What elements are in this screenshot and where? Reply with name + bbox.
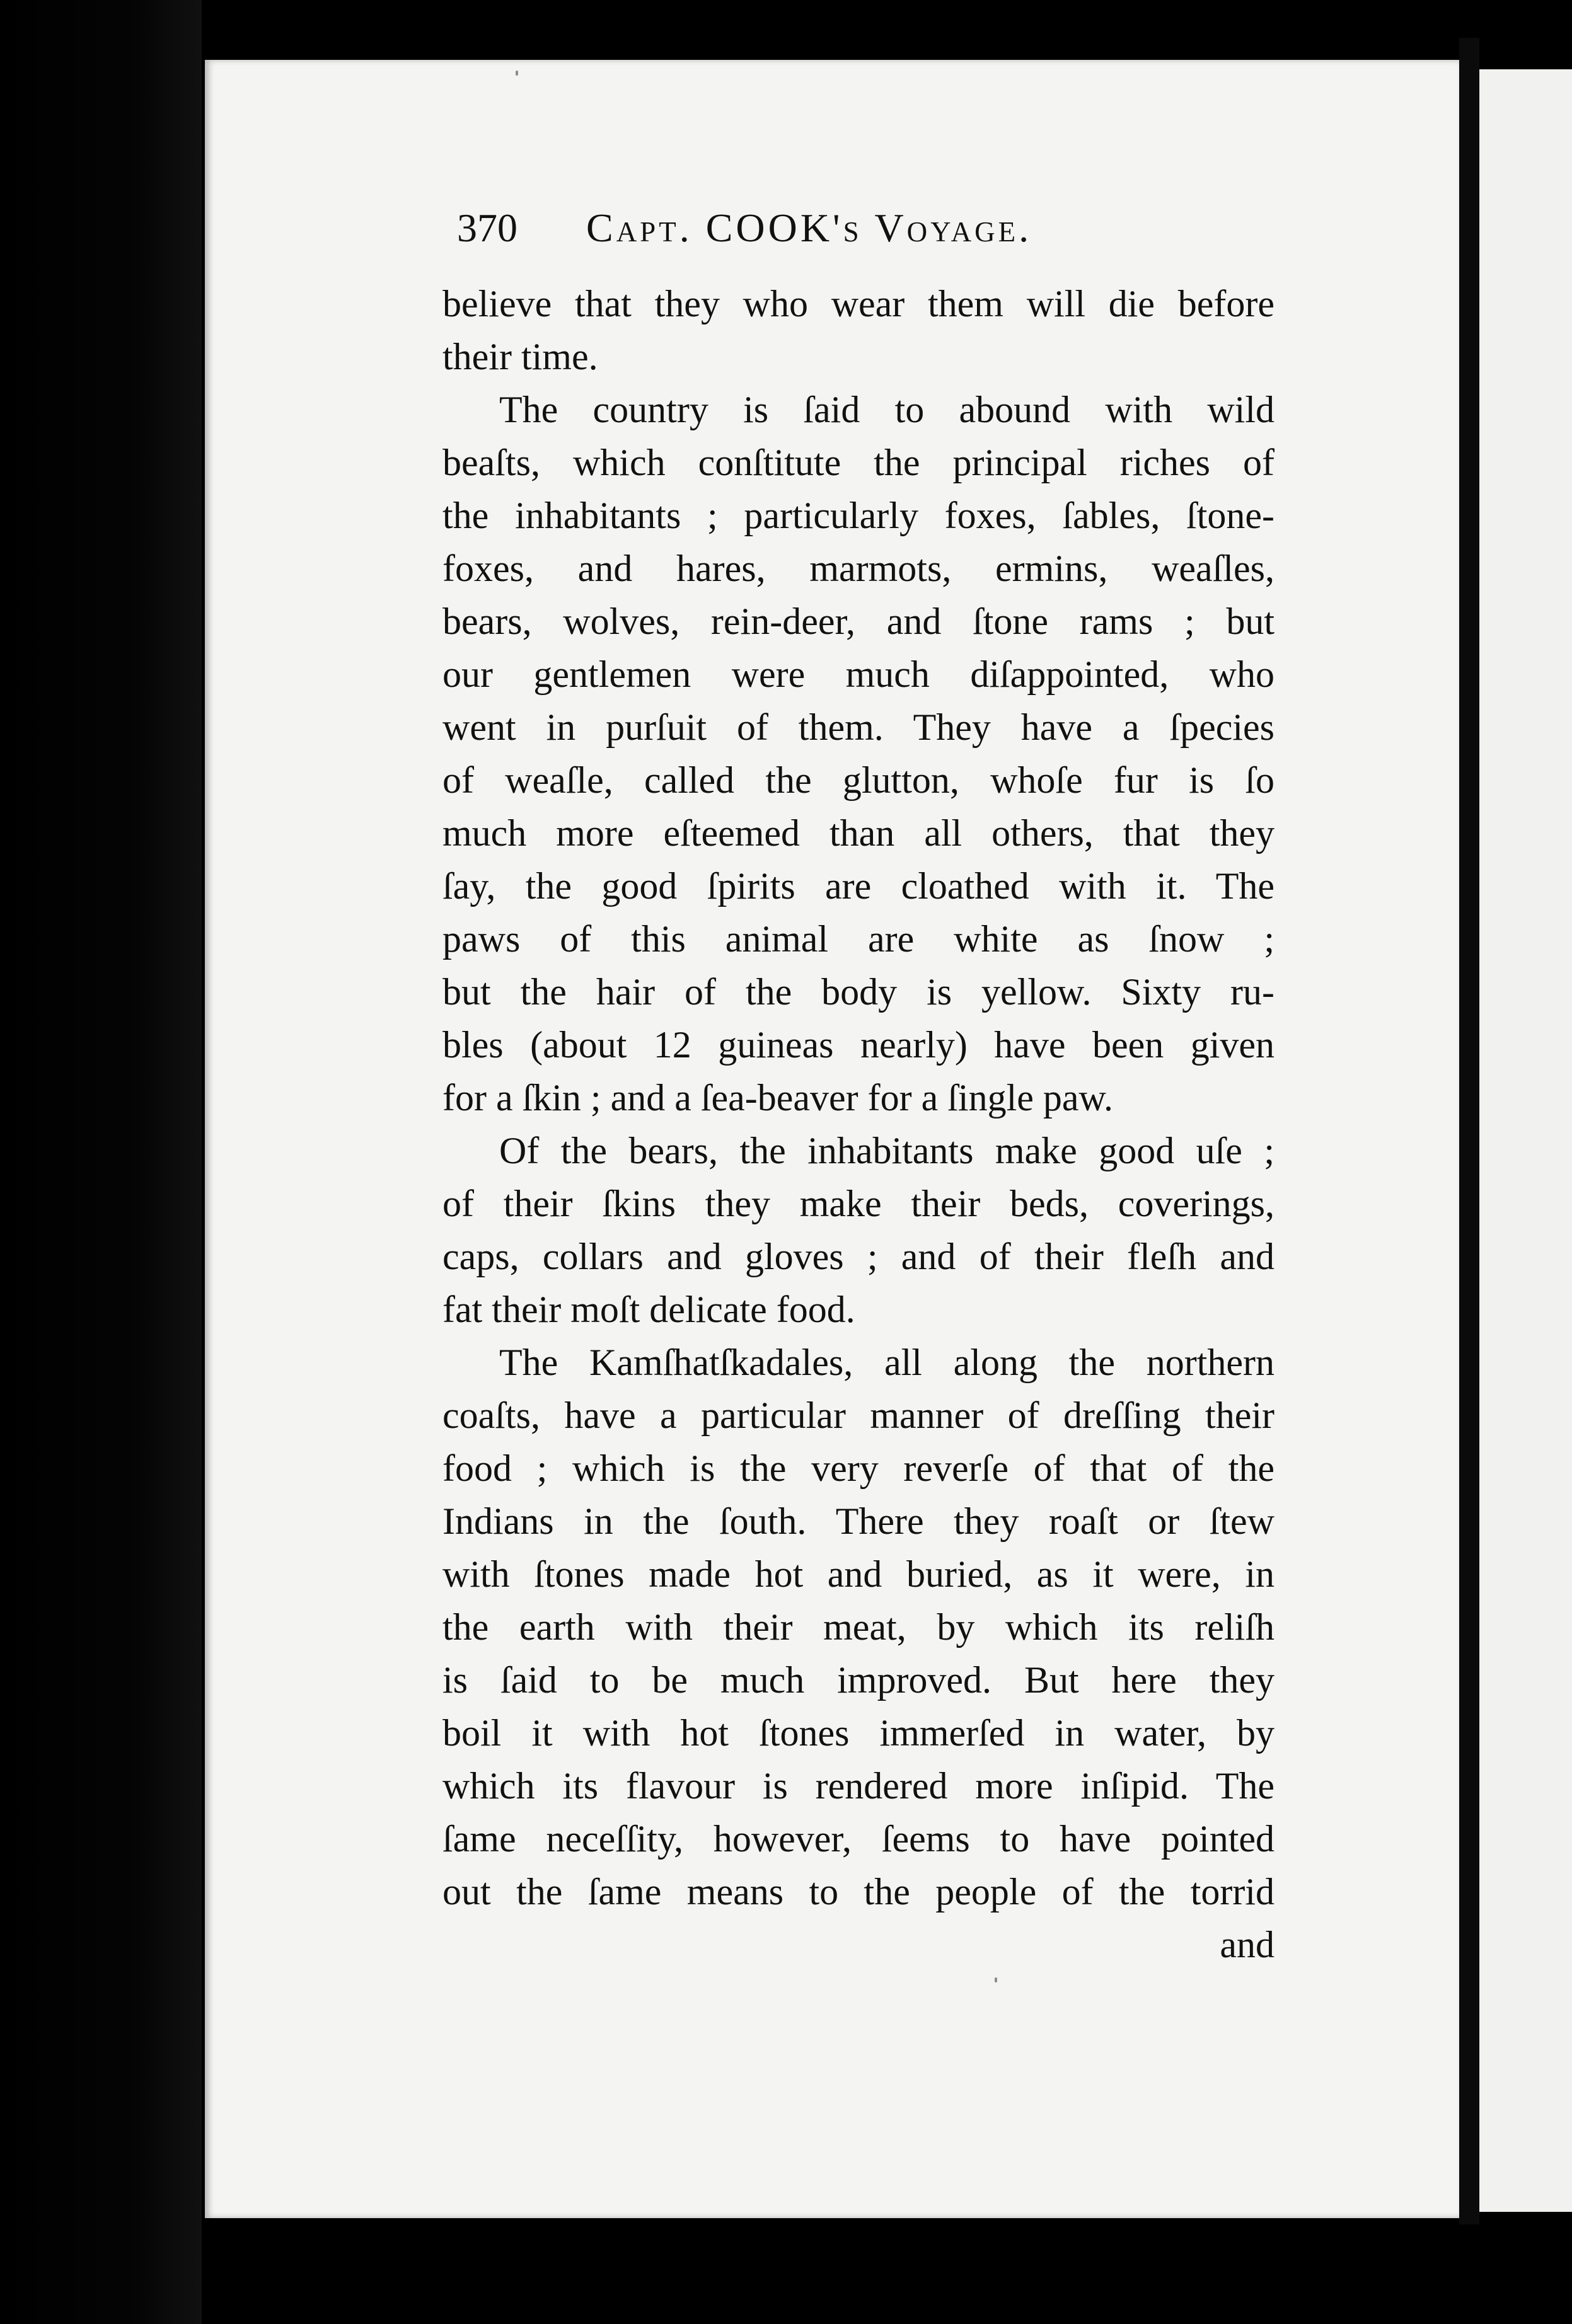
text-line: foxes, and hares, marmots, ermins, weaſles, (442, 548, 1274, 589)
text-line: believe that they who wear them will die before (442, 283, 1274, 325)
text-line: of their ſkins they make their beds, coverings, (442, 1183, 1274, 1224)
text-line: went in purſuit of them. They have a ſpecies (442, 706, 1274, 748)
page-edge-shadow (1459, 38, 1479, 2224)
text-line: fat their moſt delicate food. (442, 1289, 855, 1330)
running-head-title: Capt. COOK's Voyage. (586, 205, 1032, 250)
ink-speck (516, 71, 518, 76)
text-line: coaſts, have a particular manner of dreſſing their (442, 1395, 1274, 1436)
text-line: bles (about 12 guineas nearly) have been given (442, 1024, 1274, 1066)
text-line: the inhabitants ; particularly foxes, ſables, ſtone- (442, 495, 1274, 536)
text-line: their time. (442, 336, 598, 377)
text-line: food ; which is the very reverſe of that of the (442, 1447, 1274, 1489)
text-line: ſame neceſſity, however, ſeems to have pointed (442, 1818, 1274, 1860)
text-line: of weaſle, called the glutton, whoſe fur is ſo (442, 759, 1274, 801)
binding-shadow (0, 0, 202, 2324)
text-line: beaſts, which conſtitute the principal riches of (442, 442, 1274, 483)
text-line: out the ſame means to the people of the torrid (442, 1871, 1274, 1913)
adjacent-page-edge (1479, 69, 1572, 2212)
text-line: much more eſteemed than all others, that they (442, 812, 1274, 854)
text-line: which its flavour is rendered more inſipid. The (442, 1765, 1274, 1807)
text-line: The country is ſaid to abound with wild (499, 389, 1274, 430)
text-line: for a ſkin ; and a ſea-beaver for a ſingle paw. (442, 1077, 1113, 1119)
text-line: with ſtones made hot and buried, as it were, in (442, 1553, 1274, 1595)
text-line: is ſaid to be much improved. But here they (442, 1659, 1274, 1701)
text-line: Of the bears, the inhabitants make good uſe ; (499, 1130, 1274, 1171)
text-line: our gentlemen were much diſappointed, who (442, 653, 1274, 695)
page-number: 370 (457, 205, 517, 250)
text-line: but the hair of the body is yellow. Sixty ru- (442, 971, 1274, 1013)
body-text (442, 277, 1274, 1971)
running-head (457, 205, 1276, 271)
text-line: boil it with hot ſtones immerſed in water, by (442, 1712, 1274, 1754)
text-line: Indians in the ſouth. There they roaſt or ſtew (442, 1500, 1274, 1542)
text-line: The Kamſhatſkadales, all along the northern (499, 1342, 1274, 1383)
text-line: caps, collars and gloves ; and of their fleſh and (442, 1236, 1274, 1277)
ink-speck (995, 1977, 997, 1982)
catchword: and (1220, 1924, 1274, 1965)
text-line: the earth with their meat, by which its reliſh (442, 1606, 1274, 1648)
text-line: bears, wolves, rein-deer, and ſtone rams ; but (442, 601, 1274, 642)
text-line: ſay, the good ſpirits are cloathed with it. The (442, 865, 1274, 907)
text-line: paws of this animal are white as ſnow ; (442, 918, 1274, 960)
